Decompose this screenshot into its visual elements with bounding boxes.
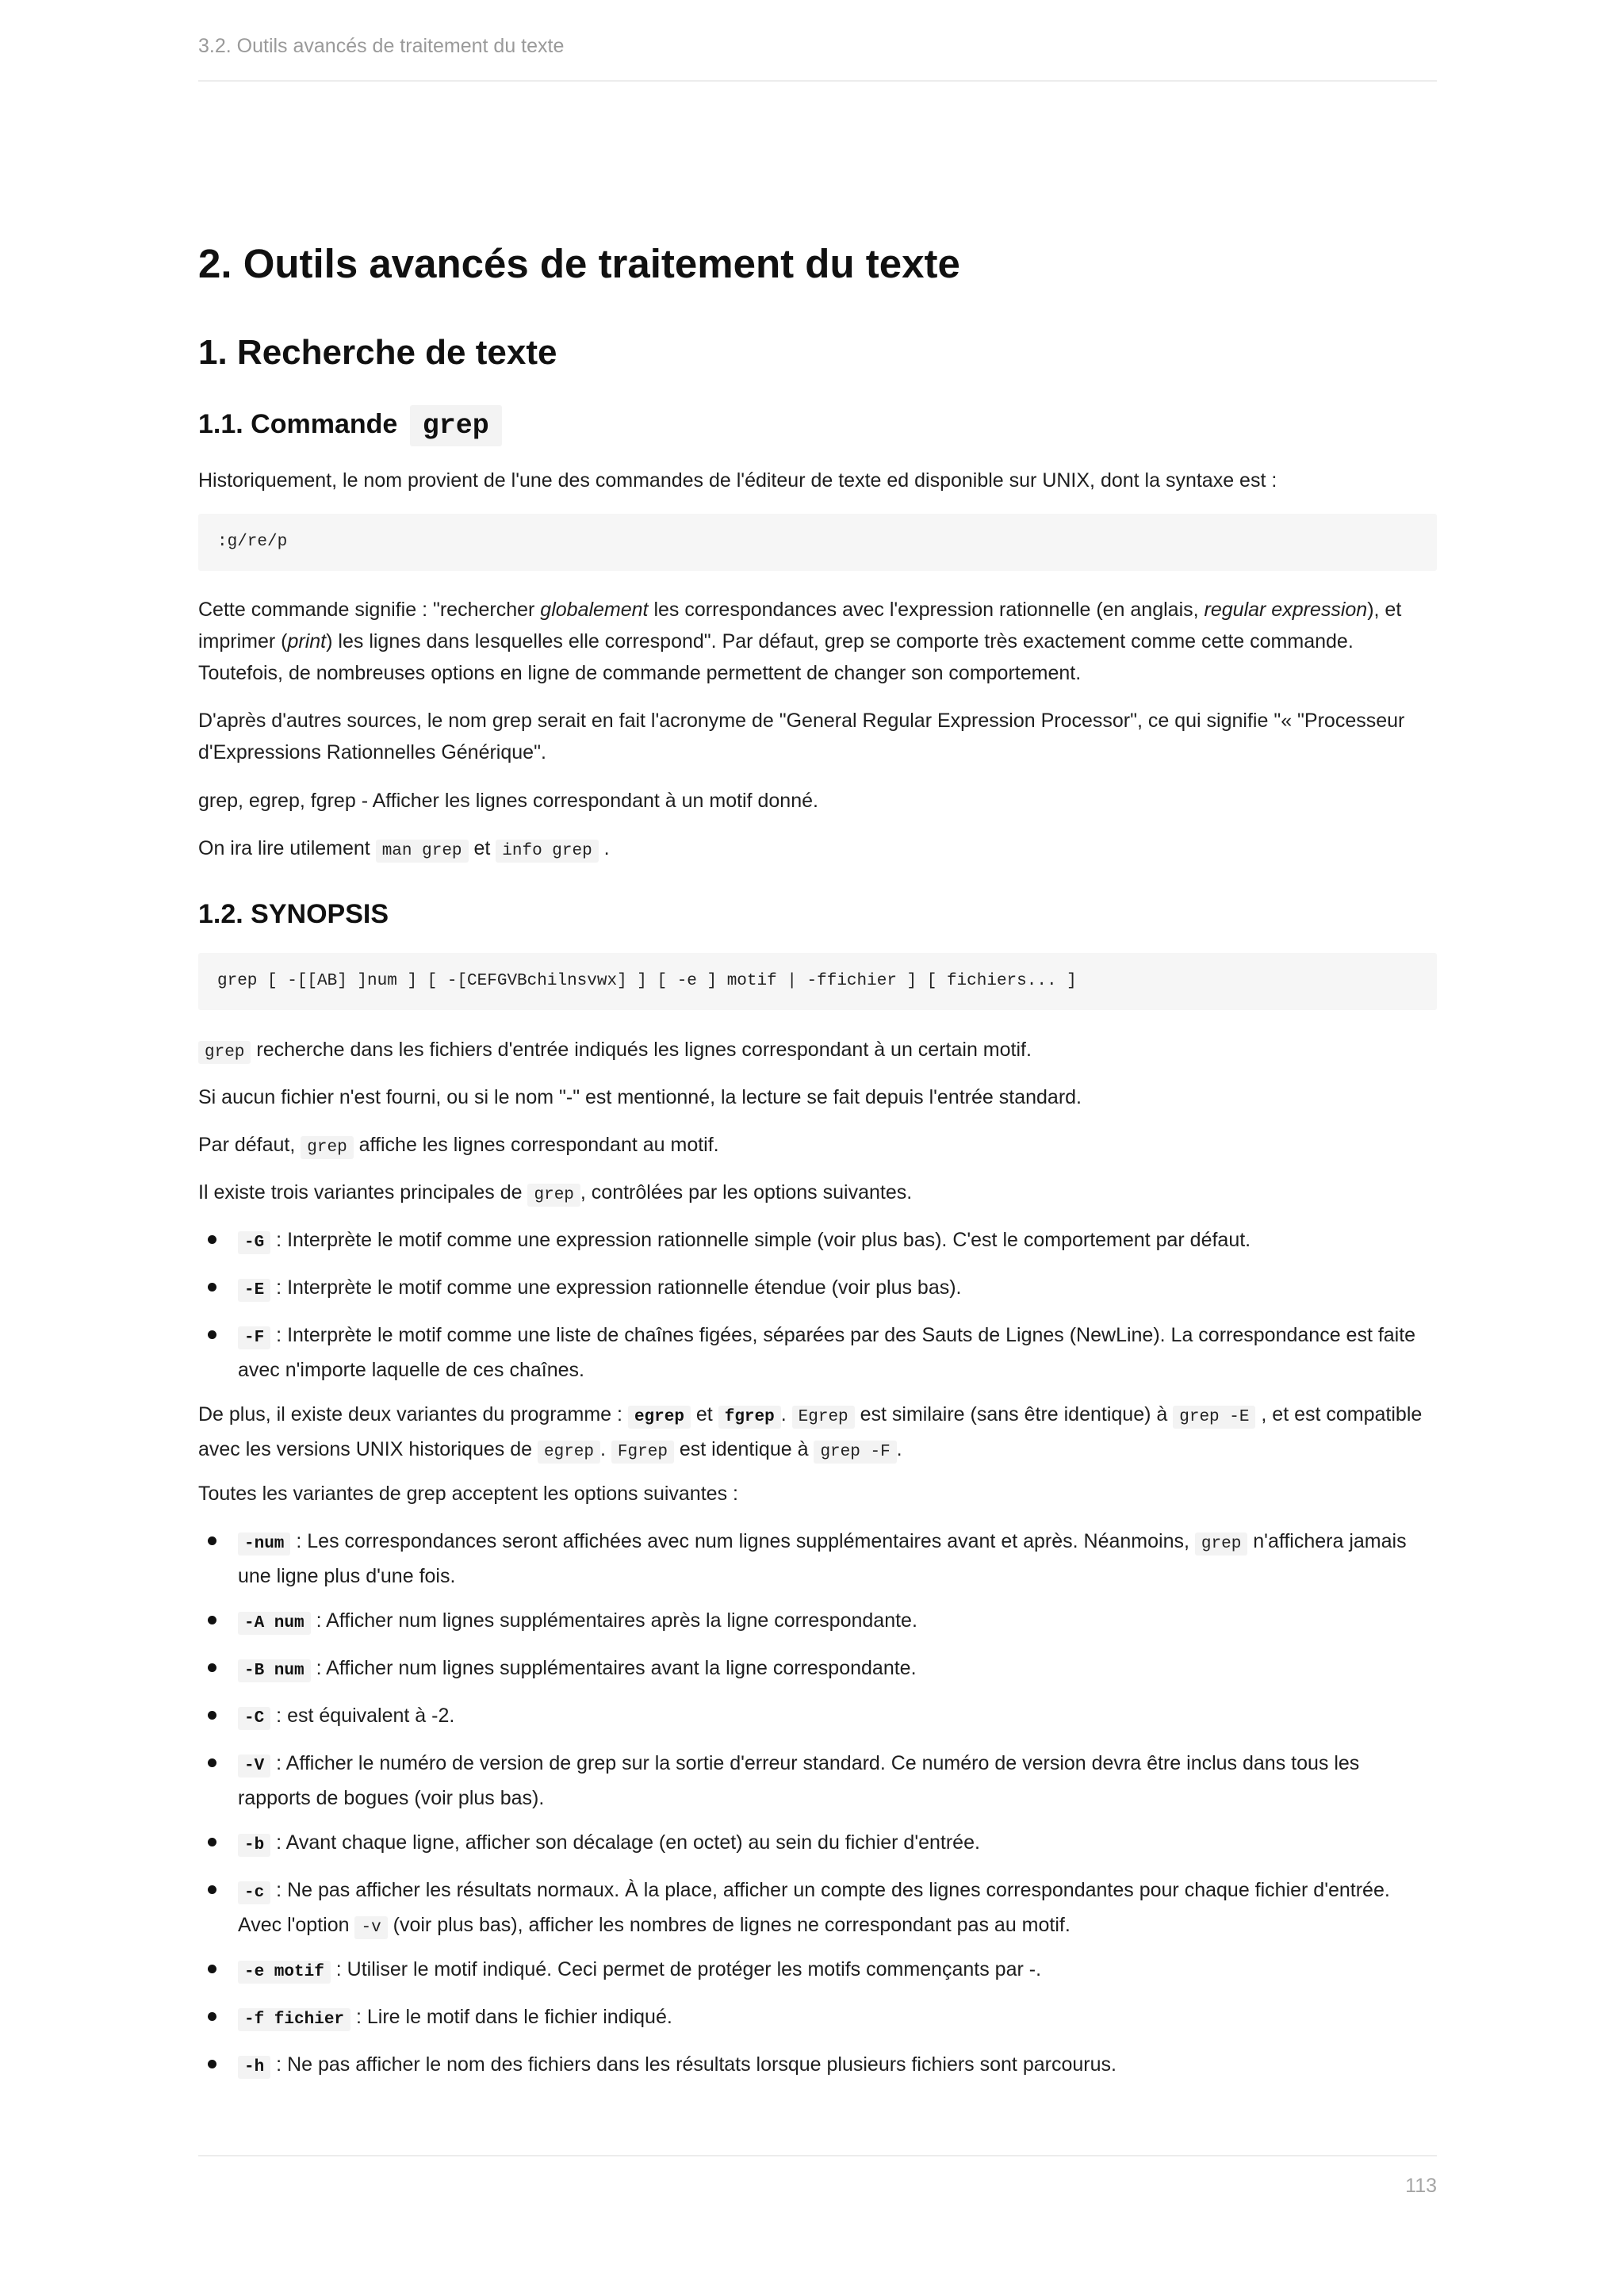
list-item-text: n'affichera jamais une ligne plus d'une fois.	[238, 1530, 1407, 1587]
list-item-text: : Afficher num lignes supplémentaires après la ligne correspondante.	[316, 1609, 917, 1632]
option-code: -G	[238, 1231, 270, 1254]
inline-code: grep -F	[814, 1441, 896, 1464]
list-item	[238, 1605, 1437, 1640]
synopsis-paragraph-5	[198, 1399, 1437, 1468]
text-fragment: est identique à	[679, 1438, 809, 1460]
list-item-text: : Utiliser le motif indiqué. Ceci permet de protéger les motifs commençants par -.	[335, 1958, 1042, 1980]
chapter-title: 2. Outils avancés de traitement du texte	[198, 241, 960, 286]
list-item-text: : Interprète le motif comme une expression rationnelle étendue (voir plus bas).	[276, 1276, 962, 1299]
code-block-ed-syntax: :g/re/p	[198, 514, 1437, 571]
text-fragment: affiche les lignes correspondant au motif.	[358, 1134, 719, 1156]
option-code: -A num	[238, 1612, 311, 1635]
inline-code: grep -E	[1173, 1406, 1255, 1429]
list-item	[238, 1272, 1437, 1307]
text-fragment: De plus, il existe deux variantes du programme :	[198, 1403, 622, 1425]
text-fragment: .	[600, 1438, 606, 1460]
option-code: -e motif	[238, 1961, 331, 1984]
option-code: -num	[238, 1533, 290, 1556]
inline-code: Fgrep	[611, 1441, 674, 1464]
section-title: 1. Recherche de texte	[198, 333, 557, 372]
option-code: -E	[238, 1279, 270, 1302]
list-item-text: : Lire le motif dans le fichier indiqué.	[355, 2006, 672, 2028]
inline-code: Egrep	[792, 1406, 855, 1429]
inline-code: grep	[301, 1136, 353, 1159]
code-block-synopsis: grep [ -[[AB] ]num ] [ -[CEFGVBchilnsvwx] ] [ -e ] motif | -ffichier ] [ fichiers... ]	[198, 953, 1437, 1010]
list-item-text: : Afficher le numéro de version de grep sur la sortie d'erreur standard. Ce numéro de version devra être inclus dans tous les rapports de bogues (voir plus bas).	[238, 1752, 1360, 1809]
list-item	[238, 1874, 1437, 1944]
bullet-icon	[208, 2012, 216, 2021]
bullet-icon	[208, 1711, 216, 1720]
emphasis: globalement	[540, 599, 649, 621]
inline-code: man grep	[376, 840, 469, 863]
inline-code: egrep	[538, 1441, 600, 1464]
text-fragment: On ira lire utilement	[198, 837, 370, 859]
option-code: -B num	[238, 1659, 311, 1682]
text-fragment: recherche dans les fichiers d'entrée indiqués les lignes correspondant à un certain motif.	[256, 1039, 1032, 1061]
intro-paragraph-1: Historiquement, le nom provient de l'une des commandes de l'éditeur de texte ed disponible sur UNIX, dont la syntaxe est :	[198, 469, 1277, 492]
option-code: -c	[238, 1881, 270, 1904]
bullet-icon	[208, 1283, 216, 1292]
running-header: 3.2. Outils avancés de traitement du texte	[198, 35, 565, 57]
list-item-text: : Interprète le motif comme une liste de chaînes figées, séparées par des Sauts de Lignes (NewLine). La correspondance est faite avec n'importe laquelle de ces chaînes.	[238, 1324, 1416, 1381]
bullet-icon	[208, 2060, 216, 2068]
list-item	[238, 1224, 1437, 1259]
text-fragment: Il existe trois variantes principales de	[198, 1181, 523, 1203]
synopsis-paragraph-3	[198, 1129, 1437, 1164]
page-number: 113	[1405, 2175, 1437, 2197]
list-item-text: : Les correspondances seront affichées avec num lignes supplémentaires avant et après. Néanmoins,	[296, 1530, 1189, 1552]
inline-code: fgrep	[718, 1406, 781, 1429]
emphasis: regular expression	[1204, 599, 1368, 621]
option-code: -b	[238, 1834, 270, 1857]
list-item	[238, 1652, 1437, 1687]
list-item	[238, 1954, 1437, 1988]
inline-code: -v	[354, 1916, 387, 1939]
bullet-icon	[208, 1330, 216, 1339]
list-item-text: : Ne pas afficher les résultats normaux. À la place, afficher un compte des lignes correspondantes pour chaque fichier d'entrée. Avec l'option	[238, 1879, 1390, 1936]
option-code: -C	[238, 1707, 270, 1730]
list-item	[238, 1319, 1437, 1386]
text-fragment: , contrôlées par les options suivantes.	[580, 1181, 913, 1203]
subsection-title-synopsis: 1.2. SYNOPSIS	[198, 899, 389, 929]
synopsis-paragraph-2: Si aucun fichier n'est fourni, ou si le nom "-" est mentionné, la lecture se fait depuis l'entrée standard.	[198, 1086, 1082, 1108]
synopsis-paragraph-4	[198, 1177, 1437, 1211]
option-code: -F	[238, 1326, 270, 1349]
list-item	[238, 1700, 1437, 1735]
list-item-text: (voir plus bas), afficher les nombres de lignes ne correspondant pas au motif.	[393, 1914, 1071, 1936]
text-fragment: Cette commande signifie : "rechercher	[198, 599, 541, 621]
bullet-icon	[208, 1663, 216, 1672]
list-item-text: : Ne pas afficher le nom des fichiers dans les résultats lorsque plusieurs fichiers sont parcourus.	[276, 2053, 1116, 2076]
inline-code: egrep	[628, 1406, 691, 1429]
text-fragment: ) les lignes dans lesquelles elle correspond". Par défaut, grep se comporte très exactement comme cette commande. Toutefois, de nombreuses options en ligne de commande permettent de changer son comportement.	[198, 630, 1354, 684]
list-item-text: : Afficher num lignes supplémentaires avant la ligne correspondante.	[316, 1657, 917, 1679]
list-item	[238, 1827, 1437, 1862]
bullet-icon	[208, 1758, 216, 1767]
inline-code: info grep	[496, 840, 598, 863]
text-fragment: et	[695, 1403, 713, 1425]
option-code: -V	[238, 1755, 270, 1777]
intro-paragraph-4: grep, egrep, fgrep - Afficher les lignes correspondant à un motif donné.	[198, 790, 818, 812]
inline-code: grep	[527, 1184, 580, 1207]
text-fragment: .	[896, 1438, 902, 1460]
text-fragment: Par défaut,	[198, 1134, 296, 1156]
list-item	[238, 2001, 1437, 2036]
header-divider	[198, 80, 1437, 82]
synopsis-paragraph-1	[198, 1034, 1437, 1069]
text-fragment: et	[473, 837, 491, 859]
inline-code: grep	[198, 1041, 251, 1064]
list-item	[238, 1525, 1437, 1592]
bullet-icon	[208, 1235, 216, 1244]
bullet-icon	[208, 1965, 216, 1973]
text-fragment: ), et imprimer (	[198, 599, 1402, 652]
list-item-text: : Avant chaque ligne, afficher son décalage (en octet) au sein du fichier d'entrée.	[276, 1831, 980, 1854]
bullet-icon	[208, 1885, 216, 1894]
option-code: -h	[238, 2056, 270, 2079]
text-fragment: .	[780, 1403, 787, 1425]
bullet-icon	[208, 1536, 216, 1545]
bullet-icon	[208, 1616, 216, 1624]
subsection-title-text: 1.1. Commande	[198, 409, 398, 439]
synopsis-paragraph-6: Toutes les variantes de grep acceptent les options suivantes :	[198, 1483, 738, 1505]
intro-paragraph-5	[198, 832, 1437, 867]
text-fragment: .	[603, 837, 610, 859]
list-item-text: : est équivalent à -2.	[276, 1705, 455, 1727]
footer-divider	[198, 2155, 1437, 2156]
list-item	[238, 1747, 1437, 1814]
intro-paragraph-3: D'après d'autres sources, le nom grep serait en fait l'acronyme de "General Regular Expression Processor", ce qui signifie "« "Processeur d'Expressions Rationnelles Générique".	[198, 710, 1405, 763]
inline-code: grep	[1195, 1533, 1247, 1556]
emphasis: print	[287, 630, 327, 652]
list-item	[238, 2049, 1437, 2084]
subsection-title-grep	[198, 406, 502, 444]
text-fragment: les correspondances avec l'expression rationnelle (en anglais,	[648, 599, 1205, 621]
text-fragment: est similaire (sans être identique) à	[860, 1403, 1168, 1425]
list-item-text: : Interprète le motif comme une expression rationnelle simple (voir plus bas). C'est le comportement par défaut.	[276, 1229, 1251, 1251]
subsection-title-code: grep	[410, 405, 502, 446]
bullet-icon	[208, 1838, 216, 1846]
intro-paragraph-2	[198, 594, 1437, 689]
option-code: -f fichier	[238, 2008, 350, 2031]
text-fragment: , et est compatible avec les versions UNIX historiques de	[198, 1403, 1423, 1460]
